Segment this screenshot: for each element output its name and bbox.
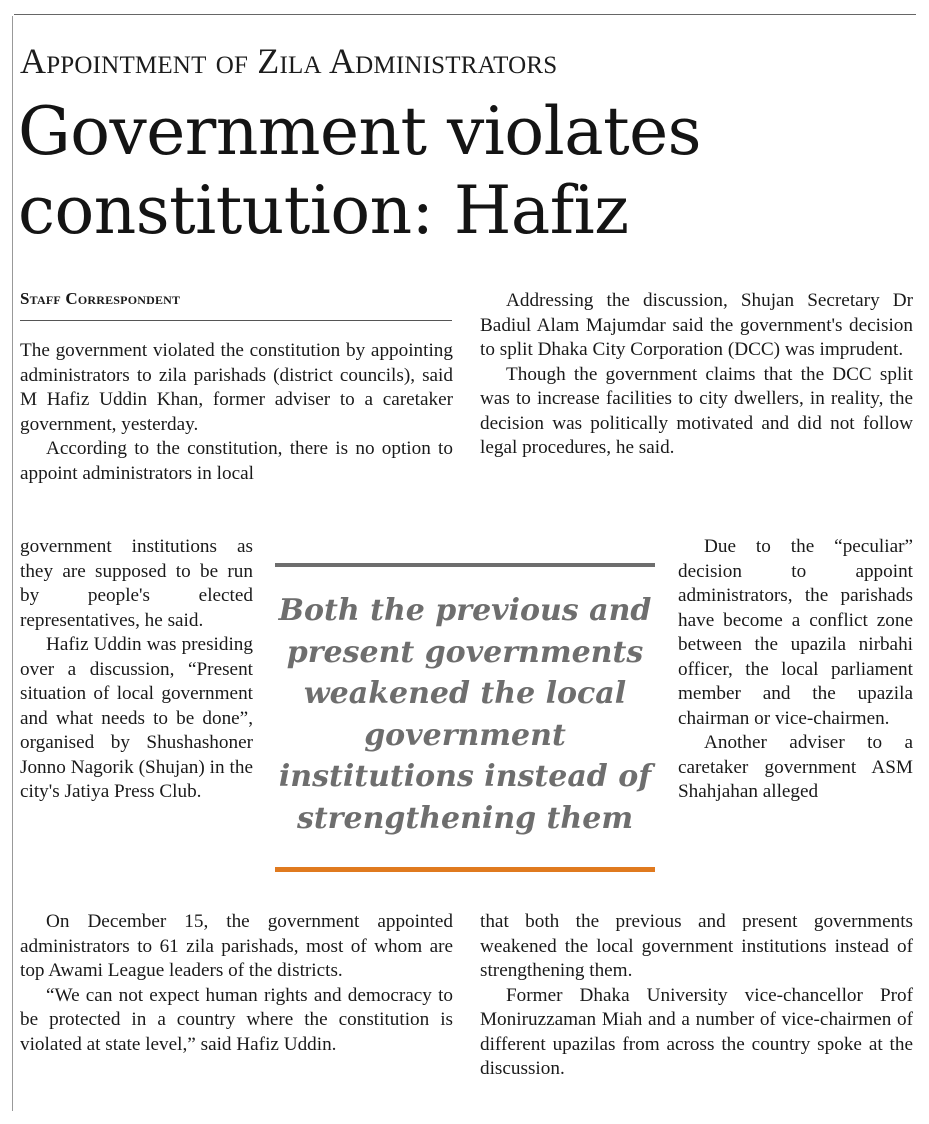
- left-column-narrow: [20, 535, 253, 805]
- headline: Government violates constitution: Hafiz: [18, 93, 702, 249]
- right-column-top: [480, 289, 913, 461]
- byline: [20, 289, 180, 309]
- left-paragraph-5: “We can not expect human rights and democracy to be protected in a country where the constitution is violated at state level,” said Hafiz Uddin.: [20, 984, 453, 1055]
- right-paragraph-2: Though the government claims that the DCC split was to increase facilities to city dwellers, in reality, the decision was politically motivated and did not follow legal procedures, he said.: [480, 363, 913, 458]
- top-rule: [14, 14, 916, 15]
- left-column-bottom: [20, 910, 453, 1057]
- kicker: [20, 40, 557, 82]
- byline-rule: [20, 320, 452, 321]
- left-paragraph-2-lead: According to the constitution, there is no option to appoint administrators in local: [20, 438, 453, 484]
- right-paragraph-4-rest: that both the previous and present governments weakened the local government institutions instead of strengthening them.: [480, 911, 913, 981]
- byline-text: Staff Correspondent: [20, 289, 181, 308]
- left-border: [12, 16, 13, 1111]
- kicker-text: Appointment of Zila Administrators: [20, 41, 558, 81]
- right-paragraph-3: Due to the “peculiar” decision to appoint administrators, the parishads have become a conflict zone between the upazila nirbahi officer, the local parliament member and the upazila chairman or vice-chairmen.: [678, 536, 913, 729]
- pull-quote: Both the previous and present governments weakened the local government institutions instead of strengthening them: [278, 593, 652, 836]
- left-paragraph-2-rest: government institutions as they are supposed to be run by people's elected representatives, he said.: [20, 536, 253, 631]
- left-paragraph-1: The government violated the constitution by appointing administrators to zila parishads (district councils), said M Hafiz Uddin Khan, former adviser to a caretaker government, yesterday.: [20, 340, 453, 435]
- left-paragraph-4: On December 15, the government appointed administrators to 61 zila parishads, most of whom are top Awami League leaders of the districts.: [20, 911, 453, 981]
- right-column-narrow: [678, 535, 913, 805]
- pull-quote-bottom-rule: [275, 867, 655, 872]
- right-paragraph-4-lead: Another adviser to a caretaker government ASM Shahjahan alleged: [678, 732, 913, 802]
- right-paragraph-1: Addressing the discussion, Shujan Secretary Dr Badiul Alam Majumdar said the government's decision to split Dhaka City Corporation (DCC) was imprudent.: [480, 290, 913, 360]
- pull-quote-top-rule: [275, 563, 655, 567]
- right-paragraph-5: Former Dhaka University vice-chancellor Prof Moniruzzaman Miah and a number of vice-chairmen of different upazilas from across the country spoke at the discussion.: [480, 984, 913, 1079]
- right-column-bottom: [480, 910, 913, 1082]
- left-column-top: [20, 339, 453, 486]
- left-paragraph-3: Hafiz Uddin was presiding over a discussion, “Present situation of local government and what needs to be done”, organised by Shushashoner Jonno Nagorik (Shujan) in the city's Jatiya Press Club.: [20, 634, 253, 802]
